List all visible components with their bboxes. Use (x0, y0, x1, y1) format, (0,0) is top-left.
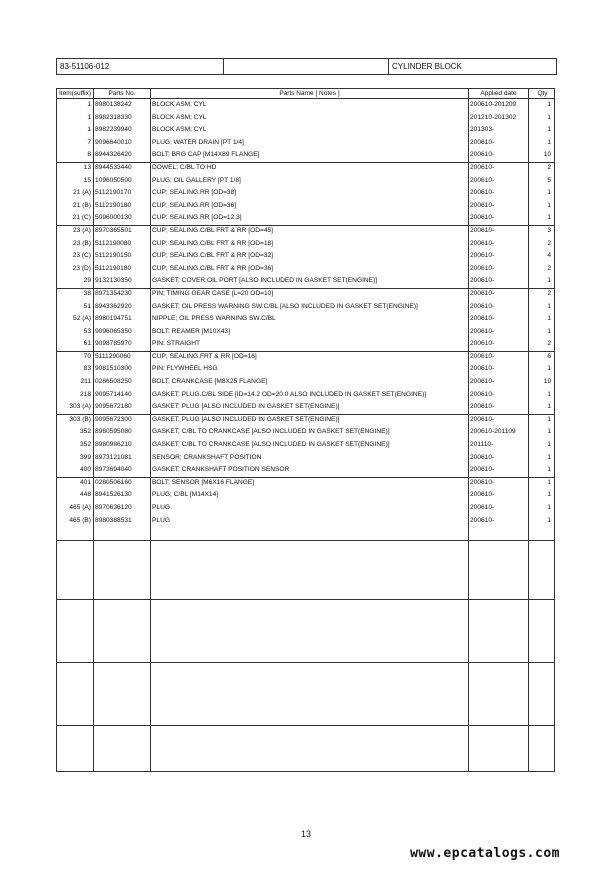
part-number: 9132130350 (95, 277, 132, 285)
part-number: 5112190170 (95, 189, 132, 197)
header-middle-cell (224, 59, 389, 74)
quantity: 1 (547, 101, 551, 108)
item-number: 465 (A) (69, 504, 91, 511)
part-number: 8970636120 (95, 504, 132, 511)
part-number: 9095672180 (95, 403, 132, 411)
quantity: 1 (547, 189, 551, 197)
quantity: 1 (547, 277, 551, 285)
part-name: PLUG; WATER DRAIN [PT 1/4] (152, 138, 244, 146)
quantity: 1 (547, 365, 551, 373)
part-number: 9081510300 (95, 365, 132, 373)
item-number: 400 (79, 466, 91, 474)
part-name: PIN; FLYWHEEL HSG (152, 365, 218, 373)
table-row (57, 187, 554, 200)
table-row (57, 401, 554, 414)
part-name: BLOCK ASM; CYL (152, 126, 207, 134)
table-row (57, 502, 554, 515)
part-name: GASKET; COVER,OIL PORT [ALSO INCLUDED IN GASKET SET(ENGINE)] (152, 277, 378, 285)
item-number: 15 (83, 176, 91, 184)
part-number: 8982318330 (95, 113, 132, 121)
table-row (57, 175, 554, 188)
quantity: 1 (547, 403, 551, 411)
part-name: GASKET; PLUG [ALSO INCLUDED IN GASKET SET(ENGINE)] (152, 403, 340, 411)
table-row (57, 238, 554, 251)
table-row (57, 301, 554, 314)
table-row (57, 389, 554, 402)
applied-date: 200610- (470, 151, 495, 159)
col-header-item: Item(suffix) (58, 90, 92, 97)
part-number: 8944326420 (95, 151, 132, 159)
part-number: 1096050500 (95, 176, 132, 184)
item-number: 13 (83, 163, 91, 171)
applied-date: 200610- (470, 264, 495, 272)
part-name: GASKET; OIL PRESS WARNING SW.C/BL [ALSO INCLUDED IN GASKET SET(ENGINE)] (152, 302, 418, 310)
table-row (57, 452, 554, 465)
item-number: 38 (83, 289, 91, 297)
quantity: 2 (547, 289, 551, 297)
part-name: PLUG; OIL GALLERY [PT 1/8] (152, 176, 241, 184)
table-row (57, 489, 554, 502)
part-number: 5111290060 (95, 352, 131, 360)
quantity: 1 (547, 428, 551, 436)
quantity: 1 (547, 516, 551, 524)
item-number: 352 (79, 441, 91, 449)
part-name: BLOCK ASM; CYL (152, 101, 207, 108)
part-number: 8980388531 (95, 516, 132, 524)
applied-date: 200610- (470, 478, 495, 486)
quantity: 1 (547, 214, 551, 222)
quantity: 19 (543, 378, 551, 386)
item-number: 83 (83, 365, 91, 373)
part-number: 8960595080 (95, 428, 132, 436)
part-name: CUP; SEALING.C/BL FRT & RR [OD=45] (152, 226, 273, 234)
item-number: 52 (A) (73, 315, 91, 323)
item-number: 401 (79, 478, 91, 486)
item-number: 23 (B) (73, 239, 91, 247)
part-name: CUP; SEALING.RR [OD=36] (152, 201, 237, 209)
part-number: 8971354230 (95, 289, 132, 297)
section-title: CYLINDER BLOCK (392, 62, 462, 71)
part-number: 8970365501 (95, 226, 132, 234)
table-row (57, 515, 554, 528)
part-number: 5112190150 (95, 252, 132, 260)
part-name: BOLT; BRG CAP [M14X89 FLANGE] (152, 151, 260, 159)
parts-rows (57, 99, 554, 527)
part-name: DOWEL; C/BL TO HD (152, 163, 217, 171)
quantity: 10 (543, 151, 551, 159)
item-number: 61 (83, 340, 91, 348)
quantity: 1 (547, 415, 551, 423)
table-row (57, 439, 554, 452)
applied-date: 200610- (470, 504, 495, 511)
applied-date: 201210-201302 (470, 113, 517, 121)
part-name: PLUG; C/BL [M14X14] (152, 491, 219, 499)
applied-date: 200610- (470, 516, 495, 524)
applied-date: 200610- (470, 252, 495, 260)
part-number: 5112190080 (95, 239, 132, 247)
part-number: 8982239940 (95, 126, 132, 134)
part-number: 5112190180 (95, 201, 132, 209)
table-row (57, 263, 554, 276)
header-box (56, 58, 557, 75)
applied-date: 200610- (470, 289, 495, 297)
part-name: CUP; SEALING.FRT & RR [OD=16] (152, 352, 257, 360)
table-row (57, 313, 554, 326)
applied-date: 200610-201109 (470, 428, 516, 436)
part-name: GASKET; PLUG [ALSO INCLUDED IN GASKET SET(ENGINE)] (152, 415, 340, 423)
quantity: 6 (547, 352, 551, 360)
group-rule (57, 725, 554, 726)
item-number: 23 (A) (73, 226, 91, 234)
table-row (57, 326, 554, 339)
item-number: 21 (C) (72, 214, 91, 222)
applied-date: 200610- (470, 340, 495, 348)
table-row (57, 137, 554, 150)
table-row (57, 275, 554, 288)
table-row (57, 376, 554, 389)
quantity: 1 (547, 504, 551, 511)
part-name: PLUG (152, 504, 170, 511)
applied-date: 200610- (470, 163, 495, 171)
col-header-part-no: Parts No. (108, 90, 136, 97)
table-row (57, 464, 554, 477)
item-number: 21 (B) (73, 201, 91, 209)
col-header-qty: Qty (537, 90, 548, 97)
quantity: 1 (547, 138, 551, 146)
applied-date: 200610- (470, 491, 495, 499)
quantity: 1 (547, 390, 551, 398)
part-number: 9096640010 (95, 138, 132, 146)
part-number: 8944533440 (95, 163, 132, 171)
quantity: 1 (547, 478, 551, 486)
applied-date: 200610- (470, 189, 495, 197)
quantity: 1 (547, 466, 551, 474)
part-name: CUP; SEALING.RR [OD=12.3] (152, 214, 242, 222)
quantity: 1 (547, 453, 551, 461)
quantity: 4 (547, 252, 551, 260)
part-number: 8941526130 (95, 491, 132, 499)
table-row (57, 99, 554, 112)
applied-date: 200610- (470, 176, 495, 184)
part-number: 8980194751 (95, 315, 132, 323)
table-row (57, 149, 554, 162)
part-name: GASKET; C/BL TO CRANKCASE [ALSO INCLUDED IN GASKET SET(ENGINE)] (152, 441, 390, 449)
part-name: PIN; STRAIGHT (152, 340, 200, 348)
item-number: 51 (83, 302, 91, 310)
table-row (57, 288, 554, 301)
catalog-code: 83-51106-012 (57, 59, 224, 74)
table-row (57, 351, 554, 364)
quantity: 5 (547, 176, 551, 184)
part-number: 8973694040 (95, 466, 132, 474)
part-name: BOLT; SENSOR [M6X16 FLANGE] (152, 478, 255, 486)
item-number: 465 (B) (69, 516, 91, 524)
item-number: 23 (C) (72, 252, 91, 260)
item-number: 23 (D) (72, 264, 91, 272)
parts-table (56, 88, 555, 772)
item-number: 7 (87, 138, 91, 146)
table-row (57, 212, 554, 225)
applied-date: 200610- (470, 365, 495, 373)
table-row (57, 414, 554, 427)
part-name: CUP; SEALING.RR [OD=38] (152, 189, 237, 197)
applied-date: 200610- (470, 403, 495, 411)
item-number: 218 (79, 390, 91, 398)
table-row (57, 225, 554, 238)
part-number: 9098785970 (95, 340, 132, 348)
item-number: 1 (87, 101, 91, 108)
page-number: 13 (300, 829, 311, 839)
item-number: 211 (80, 378, 91, 386)
watermark: www.epcatalogs.com (410, 846, 560, 861)
part-name: CUP; SEALING.C/BL FRT & RR [OD=36] (152, 264, 273, 272)
quantity: 1 (547, 441, 551, 449)
quantity: 2 (547, 163, 551, 171)
table-row (57, 124, 554, 137)
table-row (57, 250, 554, 263)
part-name: NIPPLE; OIL PRESS WARNING SW.C/BL (152, 315, 276, 323)
applied-date: 200610-201209 (470, 101, 517, 108)
applied-date: 201303- (470, 126, 495, 134)
item-number: 21 (A) (73, 189, 91, 197)
applied-date: 200610- (470, 226, 495, 234)
part-name: CUP; SEALING.C/BL FRT & RR [OD=32] (152, 252, 273, 260)
applied-date: 200610- (470, 466, 495, 474)
part-name: GASKET; CRANKSHAFT POSITION SENSOR (152, 466, 290, 474)
quantity: 1 (547, 491, 551, 499)
quantity: 1 (547, 126, 551, 134)
item-number: 70 (83, 352, 91, 360)
applied-date: 200610- (470, 327, 495, 335)
part-number: 0286508250 (95, 378, 132, 386)
item-number: 8 (87, 151, 91, 159)
applied-date: 200610- (470, 239, 495, 247)
table-row (57, 112, 554, 125)
part-name: GASKET; PLUG.C/BL SIDE [ID=14.2 OD=20.0 ALSO INCLUDED IN GASKET SET(ENGINE)] (152, 390, 427, 398)
part-number: 9096065350 (95, 327, 132, 335)
applied-date: 200610- (470, 138, 495, 146)
part-number: 8973121081 (95, 453, 132, 461)
quantity: 2 (547, 264, 551, 272)
item-number: 303 (A) (69, 403, 91, 411)
quantity: 1 (547, 327, 551, 335)
item-number: 1 (87, 113, 91, 121)
quantity: 1 (547, 315, 551, 323)
part-number: 9095714140 (95, 390, 132, 398)
applied-date: 200610- (470, 390, 495, 398)
item-number: 29 (83, 277, 91, 285)
part-name: SENSOR; CRANKSHAFT POSITION (152, 453, 262, 461)
applied-date: 200610- (470, 352, 495, 360)
part-name: BOLT; CRANKCASE [M8X25 FLANGE] (152, 378, 268, 386)
quantity: 3 (547, 226, 551, 234)
part-number: 8980138242 (95, 101, 132, 108)
part-name: PLUG (152, 516, 170, 524)
group-rule (57, 599, 554, 600)
quantity: 1 (547, 113, 551, 121)
item-number: 448 (79, 491, 91, 499)
item-number: 399 (79, 453, 91, 461)
part-number: 0280506160 (95, 478, 132, 486)
part-number: 5112190180 (95, 264, 132, 272)
applied-date: 200610- (470, 201, 495, 209)
quantity: 1 (547, 302, 551, 310)
applied-date: 200610- (470, 315, 495, 323)
table-row (57, 426, 554, 439)
table-row (57, 477, 554, 490)
group-rule (57, 662, 554, 663)
quantity: 2 (547, 239, 551, 247)
group-rule (57, 540, 554, 541)
applied-date: 201110- (470, 441, 494, 449)
part-number: 5096000130 (95, 214, 132, 222)
part-name: BLOCK ASM; CYL (152, 113, 207, 121)
item-number: 352 (79, 428, 91, 436)
applied-date: 200610- (470, 302, 495, 310)
table-row (57, 162, 554, 175)
applied-date: 200610- (470, 214, 495, 222)
quantity: 2 (547, 340, 551, 348)
part-number: 9095672300 (95, 415, 132, 423)
applied-date: 200610- (470, 378, 495, 386)
item-number: 53 (83, 327, 91, 335)
col-header-applied-date: Applied date (480, 90, 517, 97)
table-row (57, 338, 554, 351)
applied-date: 200610- (470, 415, 495, 423)
part-name: BOLT; REAMER [M10X43] (152, 327, 230, 335)
col-header-part-name: Parts Name [ Notes ] (279, 90, 340, 97)
table-row (57, 200, 554, 213)
quantity: 1 (547, 201, 551, 209)
part-number: 8980986210 (95, 441, 132, 449)
part-name: GASKET; C/BL TO CRANKCASE [ALSO INCLUDED IN GASKET SET(ENGINE)] (152, 428, 390, 436)
table-row (57, 363, 554, 376)
item-number: 303 (B) (69, 415, 91, 423)
part-name: CUP; SEALING.C/BL FRT & RR [OD=18] (152, 239, 273, 247)
applied-date: 200610- (470, 277, 495, 285)
part-number: 8943362920 (95, 302, 132, 310)
applied-date: 200610- (470, 453, 495, 461)
item-number: 1 (87, 126, 91, 134)
part-name: PIN; TIMING GEAR CASE [L=20 OD=10] (152, 289, 274, 297)
